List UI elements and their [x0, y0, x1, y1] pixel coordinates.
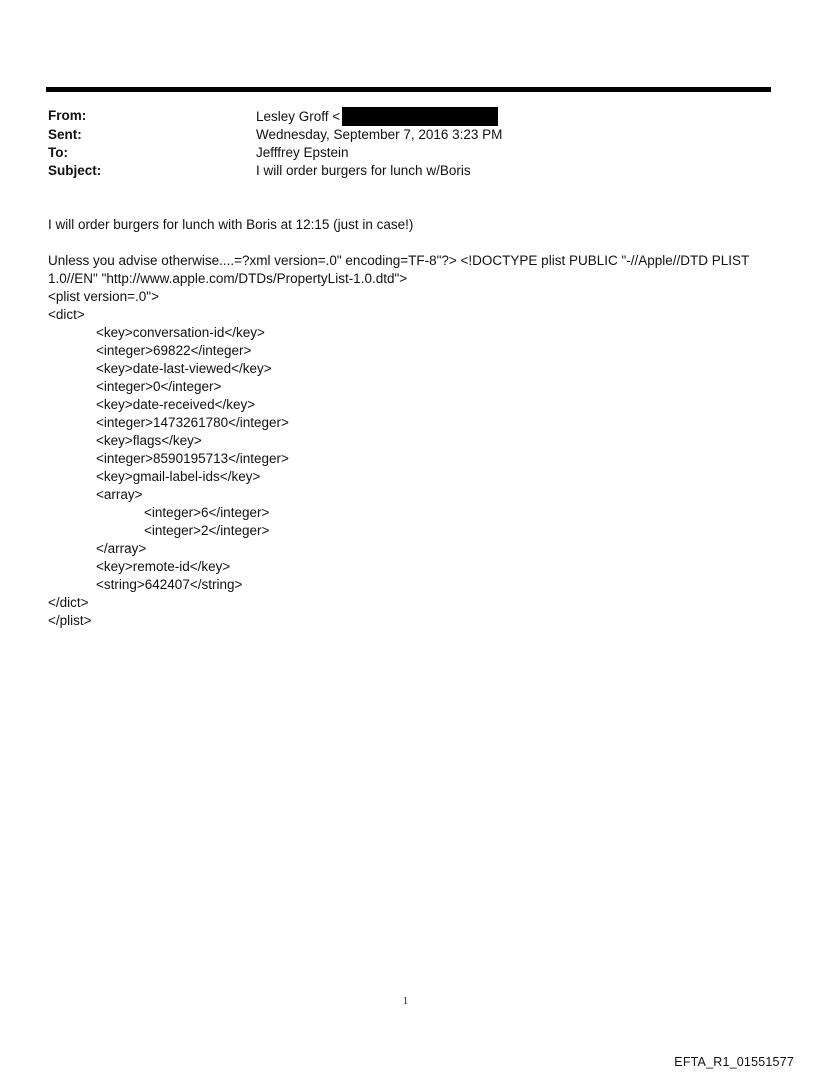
to-value: Jefffrey Epstein: [256, 145, 349, 160]
plist-line: <integer>2</integer>: [144, 523, 270, 538]
to-row: [48, 144, 502, 162]
subject-label: Subject:: [48, 163, 102, 178]
plist-line: <key>date-received</key>: [96, 397, 256, 412]
from-label: From:: [48, 108, 87, 123]
plist-line: <key>gmail-label-ids</key>: [96, 469, 261, 484]
plist-line: <key>flags</key>: [96, 433, 202, 448]
subject-value: I will order burgers for lunch w/Boris: [256, 163, 471, 178]
email-body: [48, 216, 778, 630]
header-divider: [46, 87, 771, 92]
redaction-block: [342, 107, 498, 126]
plist-line: </plist>: [48, 613, 92, 628]
sent-label: Sent:: [48, 127, 82, 142]
subject-row: [48, 162, 502, 180]
from-row: [48, 107, 502, 126]
plist-line: <key>date-last-viewed</key>: [96, 361, 272, 376]
plist-line: <key>remote-id</key>: [96, 559, 231, 574]
plist-line: <integer>69822</integer>: [96, 343, 252, 358]
sender-name: Lesley Groff <: [256, 108, 341, 124]
body-paragraph-1: I will order burgers for lunch with Boris at 12:15 (just in case!): [48, 217, 414, 232]
plist-line: <integer>1473261780</integer>: [96, 415, 289, 430]
body-paragraph-2-line-1: Unless you advise otherwise....=?xml version=.0" encoding=TF-8"?> <!DOCTYPE plist PUBLIC "-//Apple//DTD PLIST: [48, 253, 750, 268]
plist-line: <integer>8590195713</integer>: [96, 451, 289, 466]
plist-line: <key>conversation-id</key>: [96, 325, 265, 340]
email-header: [48, 107, 502, 180]
plist-line: </array>: [96, 541, 147, 556]
from-value: [256, 107, 498, 126]
paragraph-spacer: [48, 234, 778, 252]
page-number: 1: [403, 996, 408, 1007]
document-id: EFTA_R1_01551577: [674, 1055, 794, 1069]
plist-line: <dict>: [48, 307, 85, 322]
body-paragraph-2-line-2: 1.0//EN" "http://www.apple.com/DTDs/PropertyList-1.0.dtd">: [48, 271, 408, 286]
plist-line: <array>: [96, 487, 143, 502]
plist-line: </dict>: [48, 595, 89, 610]
to-label: To:: [48, 145, 68, 160]
sent-value: Wednesday, September 7, 2016 3:23 PM: [256, 127, 503, 142]
plist-line: <plist version=.0">: [48, 289, 159, 304]
sent-row: [48, 126, 502, 144]
plist-line: <string>642407</string>: [96, 577, 243, 592]
plist-line: <integer>6</integer>: [144, 505, 270, 520]
plist-line: <integer>0</integer>: [96, 379, 222, 394]
